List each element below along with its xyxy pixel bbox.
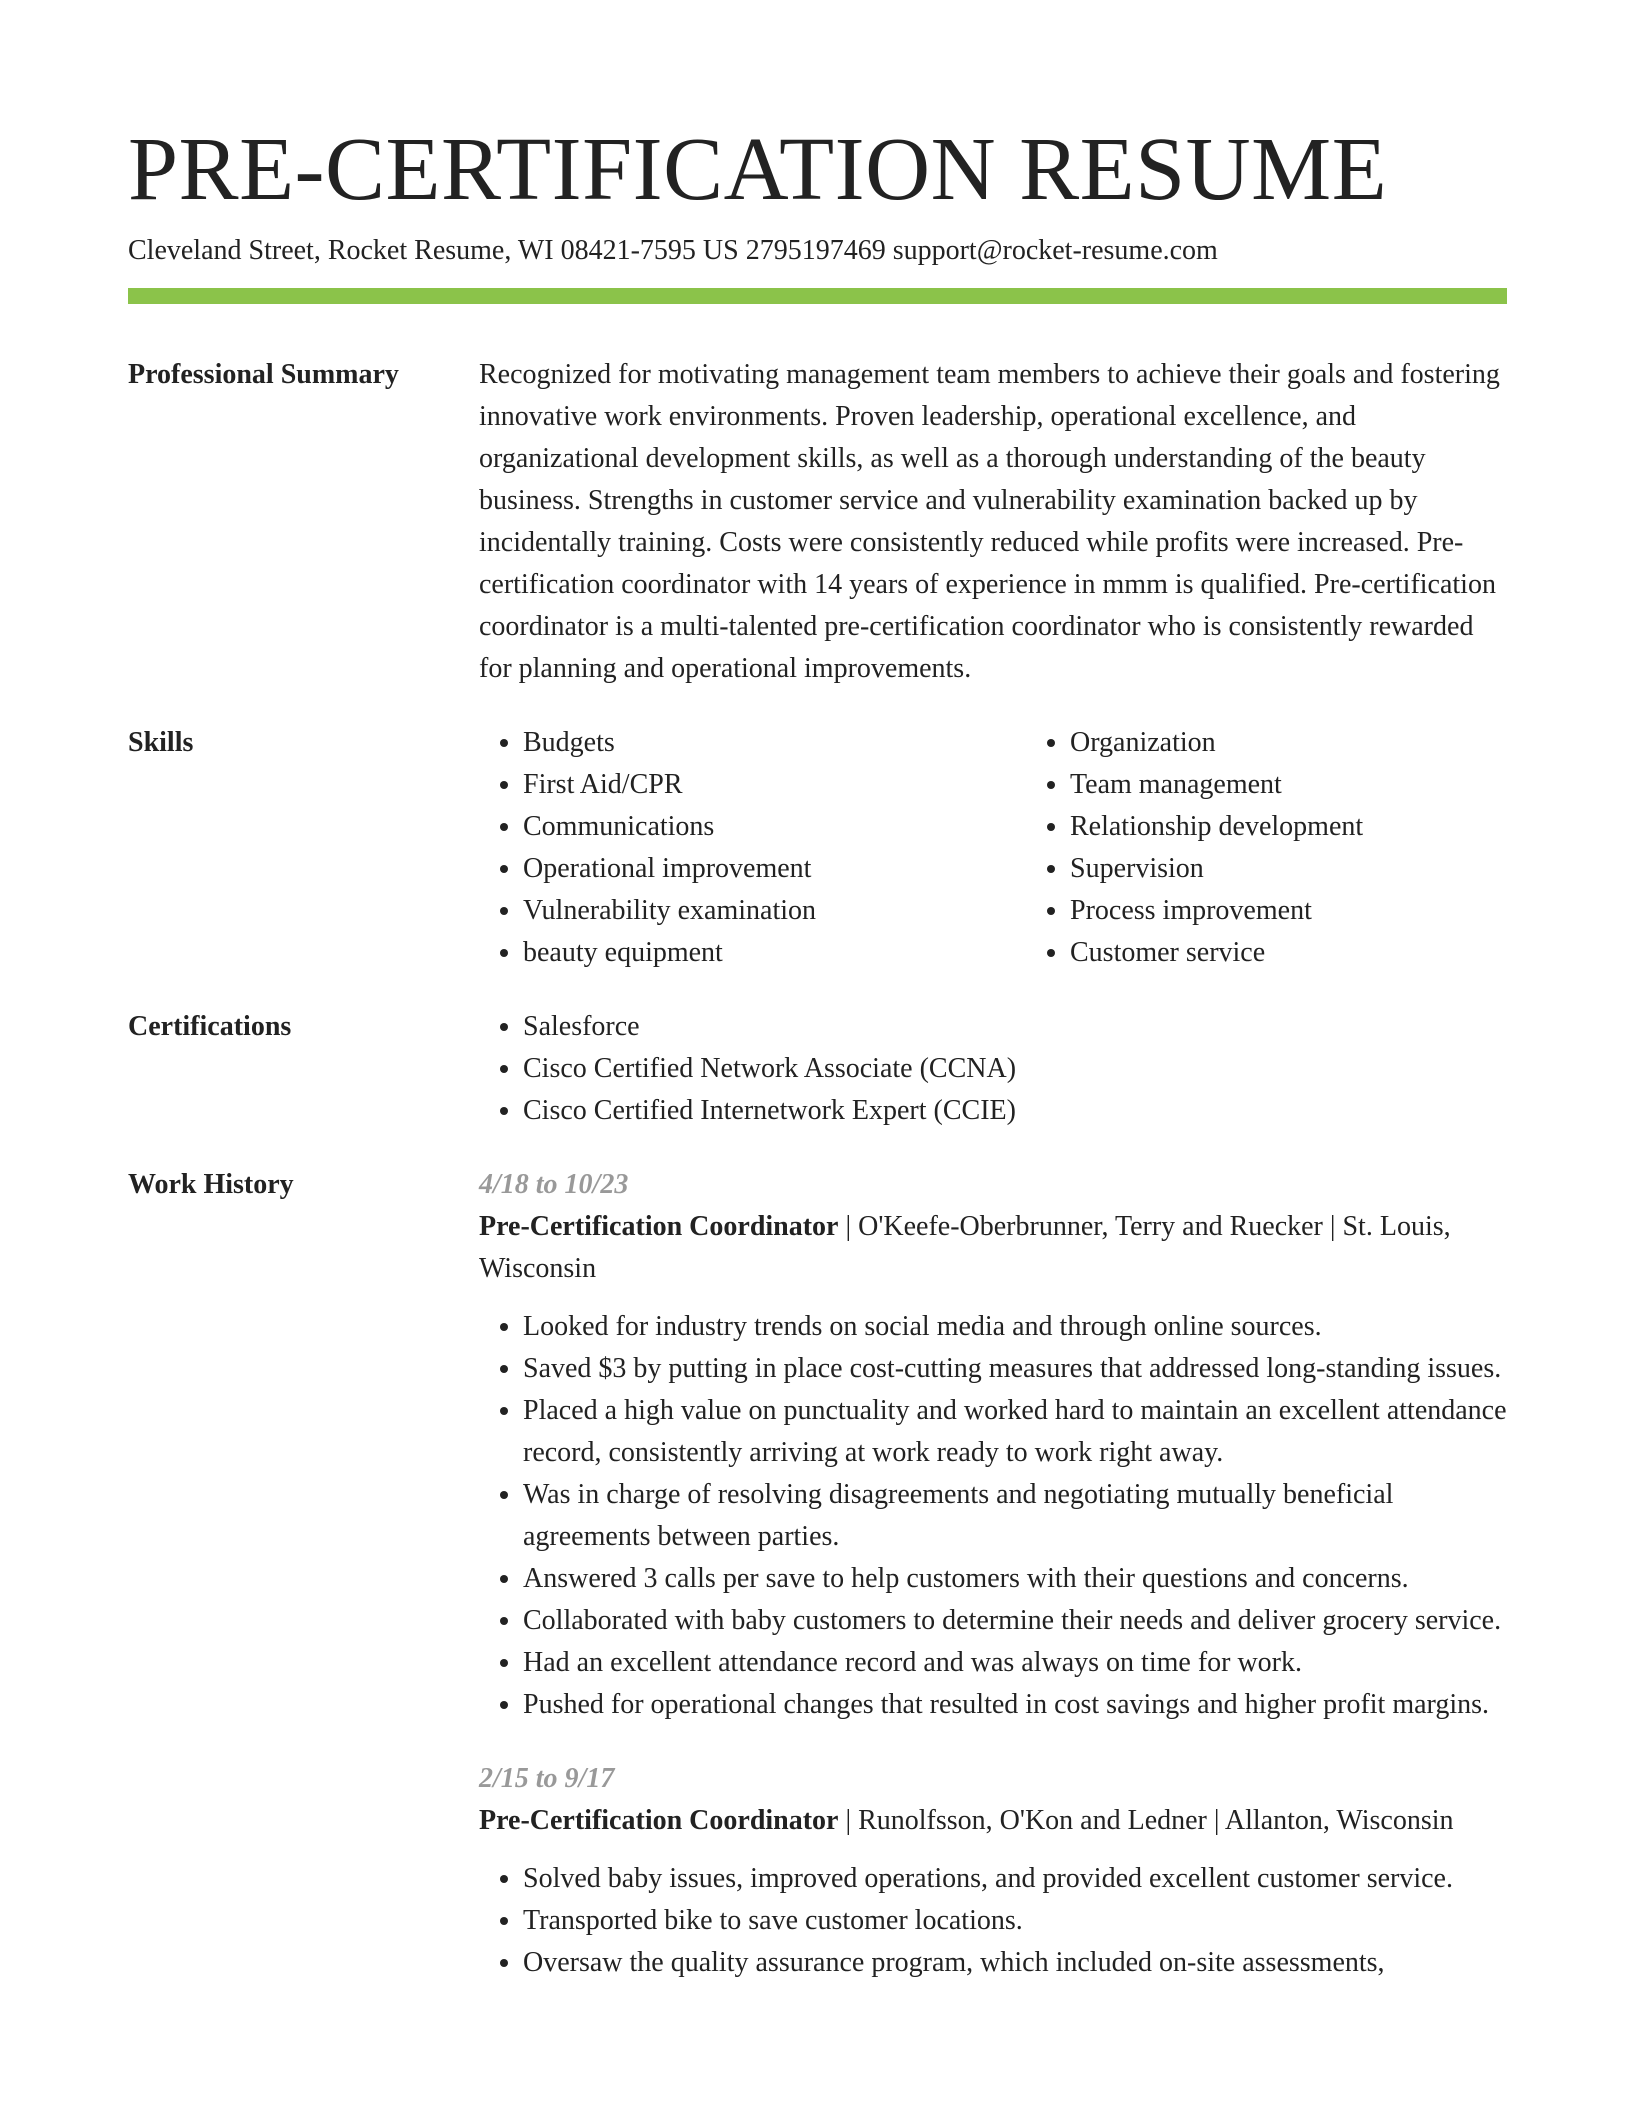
list-item: • Process improvement [1070, 890, 1573, 932]
list-item: • First Aid/CPR [523, 764, 1026, 806]
job-dates: 4/18 to 10/23 [479, 1169, 629, 1200]
list-item: • Was in charge of resolving disagreements and negotiating mutually beneficial agreements between parties. [523, 1474, 1507, 1558]
summary-section [128, 354, 1507, 690]
job-details: | O'Keefe-Oberbrunner, Terry and Ruecker | St. Louis, Wisconsin [479, 1211, 1451, 1284]
list-item: • Communications [523, 806, 1026, 848]
job-title: Pre-Certification Coordinator [479, 1805, 839, 1836]
list-item: • Pushed for operational changes that resulted in cost savings and higher profit margins. [523, 1684, 1507, 1726]
summary-text: Recognized for motivating management team members to achieve their goals and fostering innovative work environments. Proven leadership, operational excellence, and organizational development skills, as well as a thorough understanding of the beauty business. Strengths in customer service and vulnerability examination backed up by incidentally training. Costs were consistently reduced while profits were increased. Pre-certification coordinator with 14 years of experience in mmm is qualified. Pre-certification coordinator is a multi-talented pre-certification coordinator who is consistently rewarded for planning and operational improvements. [479, 359, 1500, 684]
skills-section [128, 722, 1507, 974]
certifications-list [479, 1006, 1507, 1132]
list-item: • Salesforce [523, 1006, 1507, 1048]
list-item: • Vulnerability examination [523, 890, 1026, 932]
list-item: • Answered 3 calls per save to help customers with their questions and concerns. [523, 1558, 1507, 1600]
job-header [479, 1206, 1507, 1290]
list-item: • Looked for industry trends on social media and through online sources. [523, 1306, 1507, 1348]
list-item: • Saved $3 by putting in place cost-cutting measures that addressed long-standing issues. [523, 1348, 1507, 1390]
header-divider [128, 288, 1507, 304]
skills-heading: Skills [128, 727, 194, 758]
list-item: • Cisco Certified Network Associate (CCNA) [523, 1048, 1507, 1090]
job-entry [479, 1758, 1507, 1984]
list-item: • Cisco Certified Internetwork Expert (CCIE) [523, 1090, 1507, 1132]
list-item: • Team management [1070, 764, 1573, 806]
list-item: • Transported bike to save customer locations. [523, 1900, 1507, 1942]
work-history-heading: Work History [128, 1169, 294, 1200]
job-entry [479, 1164, 1507, 1726]
list-item: • Placed a high value on punctuality and worked hard to maintain an excellent attendance record, consistently arriving at work ready to work right away. [523, 1390, 1507, 1474]
job-dates: 2/15 to 9/17 [479, 1763, 615, 1794]
skills-columns [479, 722, 1573, 974]
skills-list-right [1026, 722, 1573, 974]
list-item: • Had an excellent attendance record and was always on time for work. [523, 1642, 1507, 1684]
list-item: • Supervision [1070, 848, 1573, 890]
job-details: | Runolfsson, O'Kon and Ledner | Allanton, Wisconsin [838, 1805, 1454, 1836]
list-item: • Solved baby issues, improved operations, and provided excellent customer service. [523, 1858, 1507, 1900]
work-history-section [128, 1164, 1507, 1984]
certifications-heading: Certifications [128, 1011, 292, 1042]
job-header [479, 1800, 1507, 1842]
certifications-section [128, 1006, 1507, 1132]
list-item: • Operational improvement [523, 848, 1026, 890]
list-item: • Oversaw the quality assurance program, which included on-site assessments, [523, 1942, 1507, 1984]
summary-heading: Professional Summary [128, 359, 399, 390]
job-bullets [479, 1306, 1507, 1726]
list-item: • Organization [1070, 722, 1573, 764]
job-title: Pre-Certification Coordinator [479, 1211, 839, 1242]
job-bullets [479, 1858, 1507, 1984]
list-item: • Customer service [1070, 932, 1573, 974]
skills-list-left [479, 722, 1026, 974]
resume-title: PRE-CERTIFICATION RESUME [128, 120, 1388, 219]
list-item: • Relationship development [1070, 806, 1573, 848]
list-item: • Collaborated with baby customers to determine their needs and deliver grocery service. [523, 1600, 1507, 1642]
contact-line: Cleveland Street, Rocket Resume, WI 08421-7595 US 2795197469 support@rocket-resume.com [128, 235, 1218, 266]
list-item: • Budgets [523, 722, 1026, 764]
list-item: • beauty equipment [523, 932, 1026, 974]
